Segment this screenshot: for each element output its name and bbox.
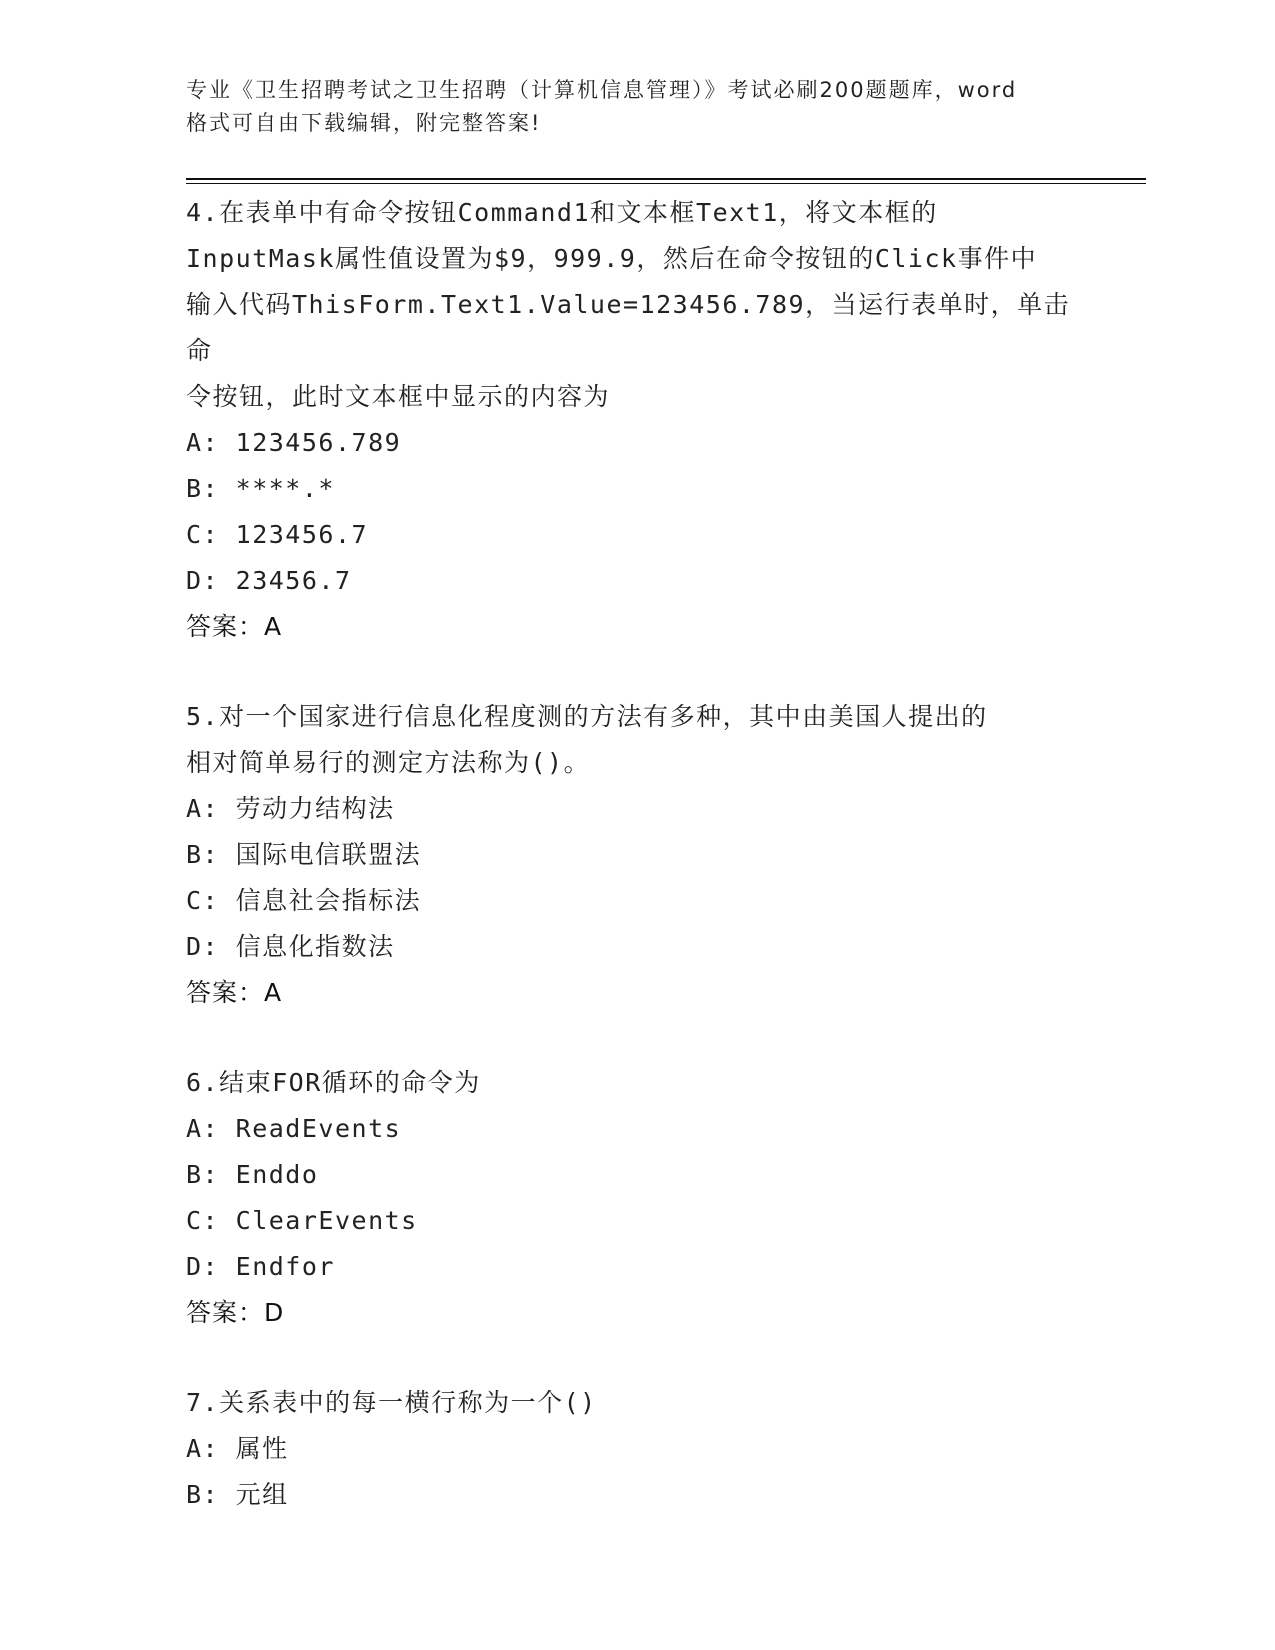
option-a: A: ReadEvents — [186, 1114, 402, 1143]
option-a: A: 劳动力结构法 — [186, 794, 395, 823]
stem-line: 输入代码ThisForm.Text1.Value=123456.789，当运行表单时，单击命 — [186, 290, 1071, 365]
option-c: C: 信息社会指标法 — [186, 886, 422, 915]
option-b: B: 元组 — [186, 1480, 289, 1509]
answer: 答案：A — [186, 978, 283, 1007]
question-stem — [186, 190, 1086, 420]
header-divider-thin — [186, 183, 1146, 184]
question-gap — [186, 650, 1086, 694]
question-stem — [186, 694, 1086, 786]
question-5 — [186, 694, 1086, 1016]
question-stem — [186, 1060, 1086, 1106]
option-a: A: 属性 — [186, 1434, 289, 1463]
answer: 答案：D — [186, 1298, 285, 1327]
stem-line: 5.对一个国家进行信息化程度测的方法有多种，其中由美国人提出的 — [186, 702, 988, 731]
stem-line: InputMask属性值设置为$9，999.9，然后在命令按钮的Click事件中 — [186, 244, 1038, 273]
option-b: B: ****.* — [186, 474, 335, 503]
question-4 — [186, 190, 1086, 650]
option-d: D: 信息化指数法 — [186, 932, 395, 961]
stem-line: 6.结束FOR循环的命令为 — [186, 1068, 481, 1097]
answer: 答案：A — [186, 612, 283, 641]
option-d: D: Endfor — [186, 1252, 335, 1281]
question-list — [186, 190, 1086, 1518]
option-b: B: Enddo — [186, 1160, 319, 1189]
stem-line: 4.在表单中有命令按钮Command1和文本框Text1，将文本框的 — [186, 198, 938, 227]
stem-line: 相对简单易行的测定方法称为()。 — [186, 748, 591, 777]
question-7 — [186, 1380, 1086, 1518]
question-gap — [186, 1016, 1086, 1060]
stem-line: 令按钮，此时文本框中显示的内容为 — [186, 382, 611, 411]
question-gap — [186, 1336, 1086, 1380]
option-b: B: 国际电信联盟法 — [186, 840, 422, 869]
question-6 — [186, 1060, 1086, 1336]
header-line-2: 格式可自由下载编辑，附完整答案! — [186, 111, 542, 135]
question-stem — [186, 1380, 1086, 1426]
header-line-1: 专业《卫生招聘考试之卫生招聘（计算机信息管理）》考试必刷200题题库，word — [186, 78, 1018, 102]
option-c: C: ClearEvents — [186, 1206, 418, 1235]
option-d: D: 23456.7 — [186, 566, 352, 595]
option-a: A: 123456.789 — [186, 428, 402, 457]
header-divider-thick — [186, 178, 1146, 180]
option-c: C: 123456.7 — [186, 520, 369, 549]
stem-line: 7.关系表中的每一横行称为一个() — [186, 1388, 597, 1417]
document-header — [186, 74, 1086, 140]
